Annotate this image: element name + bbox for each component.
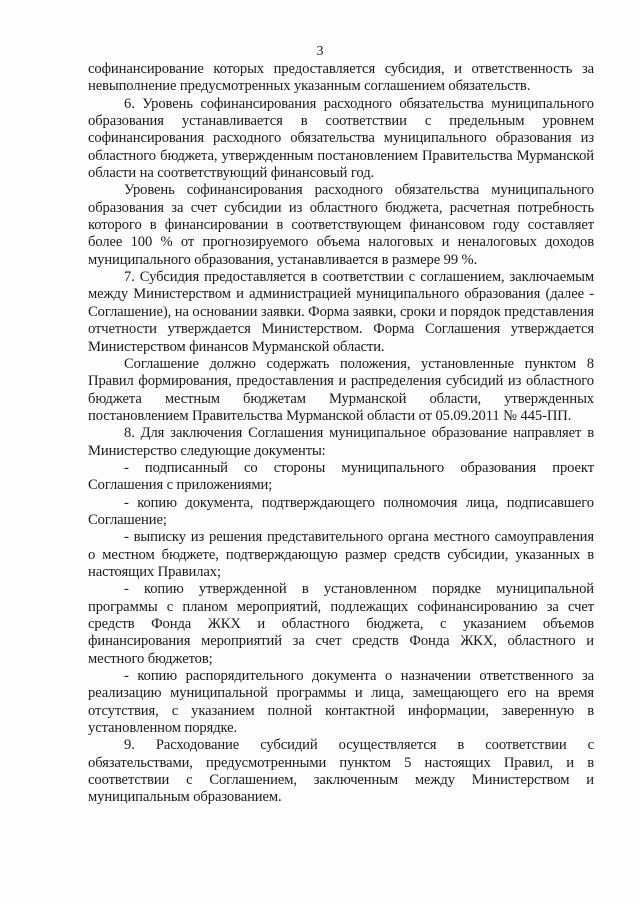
paragraph-item-9: 9. Расходование субсидий осуществляется в соответствии с обязательствами, предусмотренными пунктом 5 настоящих Правил, и в соответствии с Соглашением, заключенным между Министерством и муниципальным образованием. bbox=[88, 737, 594, 806]
list-item-signed-agreement: - подписанный со стороны муниципального образования проект Соглашения с приложениями; bbox=[88, 459, 594, 494]
paragraph-item-6: 6. Уровень софинансирования расходного обязательства муниципального образования устанавливается в соответствии с предельным уровнем софинансирования расходного обязательства муниципального образования из областного бюджета, утвержденным постановлением Правительства Мурманской области на соответствующий финансовый год. bbox=[88, 95, 594, 182]
list-item-authority-copy: - копию документа, подтверждающего полномочия лица, подписавшего Соглашение; bbox=[88, 494, 594, 528]
paragraph-continuation: софинансирование которых предоставляется субсидия, и ответственность за невыполнение предусмотренных указанным соглашением обязательств. bbox=[88, 61, 594, 95]
list-item-budget-extract: - выписку из решения представительного органа местного самоуправления о местном бюджете, подтверждающую размер средств субсидии, указанных в настоящих Правилах; bbox=[88, 529, 594, 580]
paragraph-cofinancing-level: Уровень софинансирования расходного обязательства муниципального образования за счет субсидии из областного бюджета, расчетная потребность которого в финансировании в соответствующем финансовом году составляет более 100 % от прогнозируемого объема налоговых и неналоговых доходов муниципального образования, устанавливается в размере 99 %. bbox=[88, 182, 594, 268]
paragraph-agreement-provisions: Соглашение должно содержать положения, установленные пунктом 8 Правил формирования, предоставления и распределения субсидий из областного бюджета местным бюджетам Мурманской области, утвержденных постановлением Правительства Мурманской области от 05.09.2011 № 445-ПП. bbox=[88, 355, 594, 424]
list-item-responsible-order: - копию распорядительного документа о назначении ответственного за реализацию муниципальной программы и лица, замещающего его на время отсутствия, с указанием полной контактной информации, заверенную в установленном порядке. bbox=[88, 668, 594, 737]
paragraph-item-8: 8. Для заключения Соглашения муниципальное образование направляет в Министерство следующие документы: bbox=[88, 425, 594, 459]
page-number: 3 bbox=[316, 44, 324, 59]
paragraph-item-7: 7. Субсидия предоставляется в соответствии с соглашением, заключаемым между Министерством и администрацией муниципального образования (далее - Соглашение), на основании заявки. Форма заявки, сроки и порядок представления отчетности утверждается Министерством. Форма Соглашения утверждается Министерством финансов Мурманской области. bbox=[88, 269, 594, 355]
list-item-program-copy: - копию утвержденной в установленном порядке муниципальной программы с планом мероприятий, подлежащих софинансированию за счет средств Фонда ЖКХ и областного бюджета, с указанием объемов финансирования мероприятий за счет средств Фонда ЖКХ, областного и местного бюджетов; bbox=[88, 581, 594, 667]
document-body bbox=[88, 61, 594, 807]
